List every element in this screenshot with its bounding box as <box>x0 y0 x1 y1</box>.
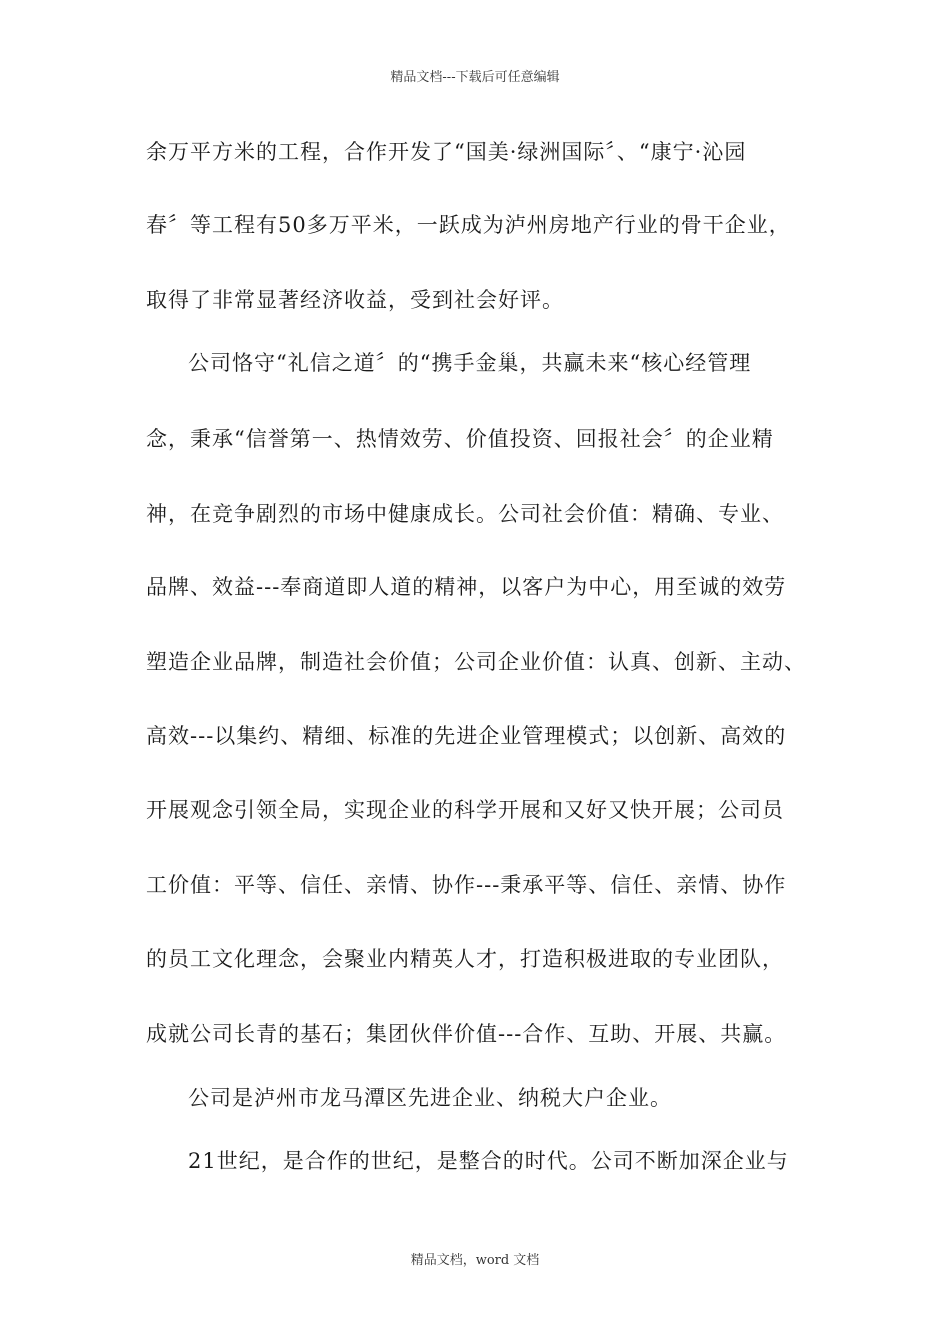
text-line: 春〞等工程有50多万平米，一跃成为泸州房地产行业的骨干企业， <box>146 213 791 237</box>
text-line: 公司恪守“礼信之道〞的“携手金巢，共赢未来“核心经管理 <box>188 351 752 375</box>
text-line: 取得了非常显著经济收益，受到社会好评。 <box>146 288 564 312</box>
text-line: 余万平方米的工程，合作开发了“国美·绿洲国际〞、“康宁·沁园 <box>146 140 747 164</box>
text-line: 工价值：平等、信任、亲情、协作---秉承平等、信任、亲情、协作 <box>146 873 787 897</box>
text-line: 品牌、效益---奉商道即人道的精神，以客户为中心，用至诚的效劳 <box>146 575 787 599</box>
text-line: 开展观念引领全局，实现企业的科学开展和又好又快开展；公司员 <box>146 798 784 822</box>
text-line: 塑造企业品牌，制造社会价值；公司企业价值：认真、创新、主动、 <box>146 650 806 674</box>
text-line: 公司是泸州市龙马潭区先进企业、纳税大户企业。 <box>188 1086 672 1110</box>
page-header: 精品文档---下载后可任意编辑 <box>390 70 560 85</box>
text-line: 21世纪，是合作的世纪，是整合的时代。公司不断加深企业与 <box>188 1149 789 1173</box>
page-footer: 精品文档，word 文档 <box>410 1253 540 1268</box>
text-line: 神，在竞争剧烈的市场中健康成长。公司社会价值：精确、专业、 <box>146 502 784 526</box>
text-line: 成就公司长青的基石；集团伙伴价值---合作、互助、开展、共赢。 <box>146 1022 787 1046</box>
text-line: 高效---以集约、精细、标准的先进企业管理模式；以创新、高效的 <box>146 724 787 748</box>
text-line: 的员工文化理念，会聚业内精英人才，打造积极进取的专业团队， <box>146 947 784 971</box>
text-line: 念，秉承“信誉第一、热情效劳、价值投资、回报社会〞的企业精 <box>146 427 774 451</box>
